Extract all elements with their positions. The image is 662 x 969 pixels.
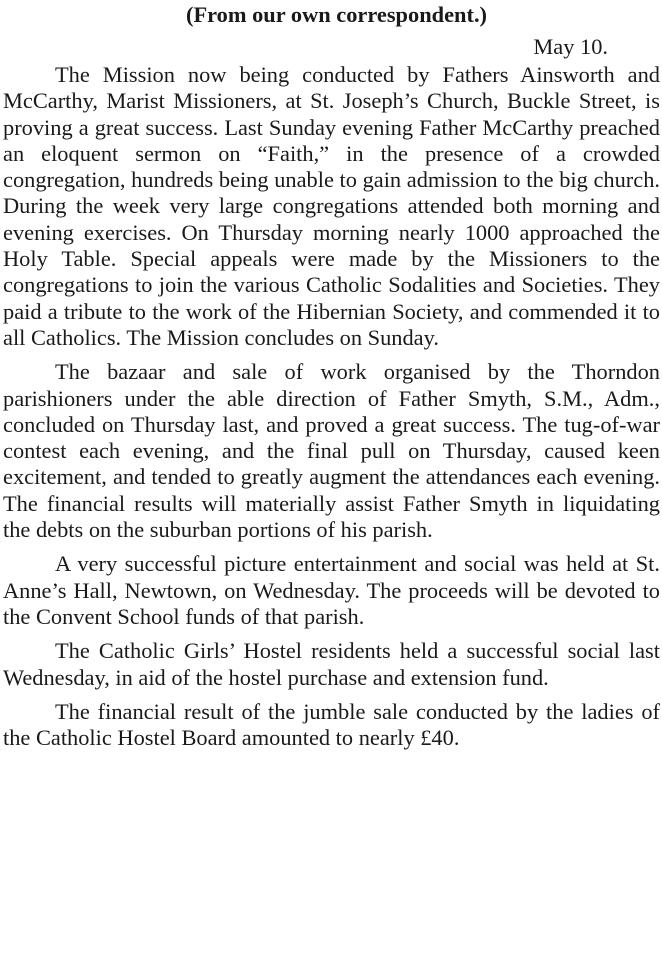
paragraph-jumble-sale: The financial result of the jumble sale conducted by the ladies of the Catholic Hostel Board amounted to nearly £40. <box>3 698 660 751</box>
byline-heading: (From our own correspondent.) <box>185 2 488 27</box>
paragraph-picture-entertainment: A very successful picture entertainment and social was held at St. Anne’s Hall, Newtown, on Wednesday. The proceeds will be devoted to the Convent School funds of that parish. <box>3 551 660 629</box>
newspaper-column <box>3 0 660 751</box>
paragraph-mission: The Mission now being conducted by Fathers Ainsworth and McCarthy, Marist Missioners, at St. Joseph’s Church, Buckle Street, is proving a great success. Last Sunday evening Father McCarthy preached an eloquent sermon on “Faith,” in the presence of a crowded congregation, hundreds being unable to gain admission to the big church. During the week very large congregations attended both morning and evening exercises. On Thursday morning nearly 1000 approached the Holy Table. Special appeals were made by the Missioners to the congregations to join the various Catholic Sodalities and Societies. They paid a tribute to the work of the Hibernian Society, and commended it to all Catholics. The Mission concludes on Sunday. <box>3 62 660 350</box>
paragraph-bazaar: The bazaar and sale of work organised by the Thorndon parishioners under the able direction of Father Smyth, S.M., Adm., concluded on Thursday last, and proved a great success. The tug-of-war contest each evening, and the final pull on Thursday, caused keen excitement, and tended to greatly augment the attendances each evening. The financial results will materially assist Father Smyth in liquidating the debts on the suburban portions of his parish. <box>3 359 660 543</box>
dateline: May 10. <box>533 34 608 59</box>
paragraph-hostel-social: The Catholic Girls’ Hostel residents held a successful social last Wednesday, in aid of the hostel purchase and extension fund. <box>3 638 660 690</box>
